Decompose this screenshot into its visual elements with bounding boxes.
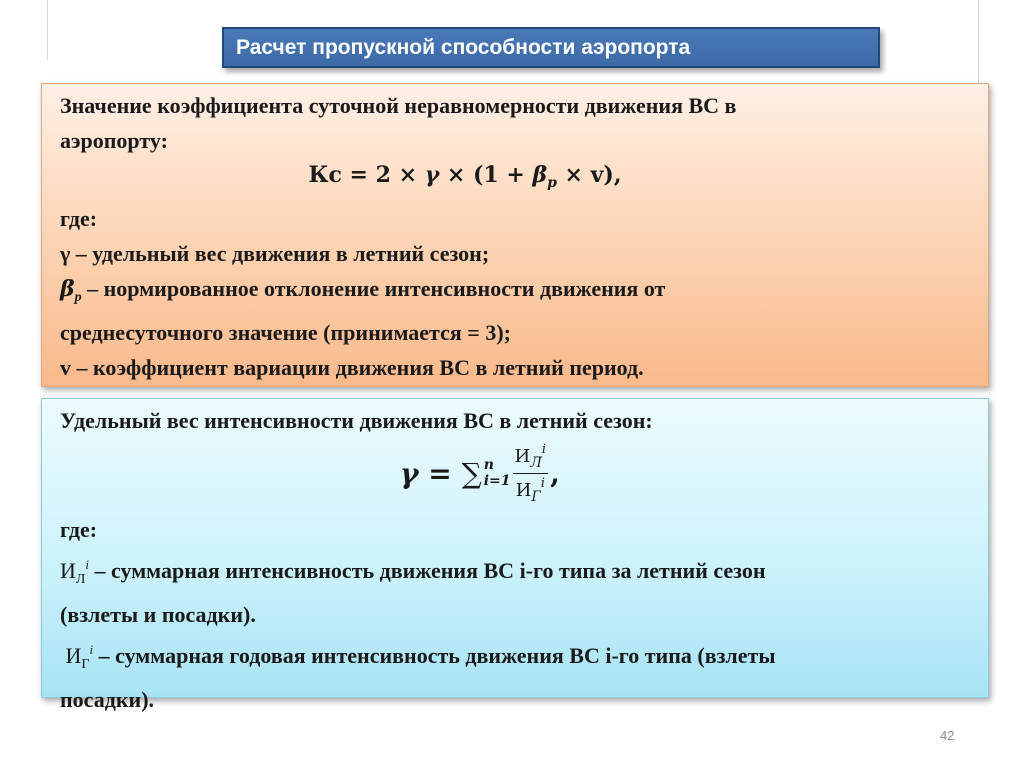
decorative-line-left	[47, 0, 48, 60]
beta-symbol: β	[60, 276, 75, 302]
def-il-line2: (взлеты и посадки).	[60, 602, 256, 627]
gamma-formula	[60, 438, 970, 512]
def-gamma: γ – удельный вес движения в летний сезон;	[60, 241, 490, 266]
den-sub: Г	[531, 488, 541, 505]
box1-intro-line2: аэропорту:	[60, 128, 168, 153]
sum-upper: n	[483, 457, 494, 473]
beta-subscript: p	[74, 290, 82, 305]
def-il: $И_Л^i$ – суммарная интенсивность движения ВС i-го типа за летний сезон	[60, 557, 766, 587]
sum-lower: i=1	[483, 473, 511, 489]
kc-formula: Кс = $2 \times \gamma \times (1 + \beta_p \times v)$,	[308, 162, 622, 191]
box2-where: где:	[60, 517, 98, 542]
def-ig-text: – суммарная годовая интенсивность движения ВС i-го типа (взлеты	[93, 643, 776, 668]
num-sub: Л	[530, 454, 542, 471]
slide-title: Расчет пропускной способности аэропорта	[236, 35, 691, 59]
box1-where: где:	[60, 206, 98, 231]
def-ig-line2: посадки).	[60, 687, 155, 712]
title-banner	[222, 27, 880, 68]
decorative-line-right	[978, 0, 979, 90]
formula-end: ,	[550, 456, 560, 490]
den-base: И	[515, 479, 532, 501]
def-beta	[60, 271, 970, 315]
def-beta-line2: среднесуточного значение (принимается = 3);	[60, 320, 511, 345]
fraction	[513, 440, 549, 507]
def-beta-text: – нормированное отклонение интенсивности движения от	[81, 276, 666, 301]
box2-intro: Удельный вес интенсивности движения ВС в летний сезон:	[60, 408, 653, 433]
def-v: v – коэффициент вариации движения ВС в летний период.	[60, 355, 644, 380]
sum-symbol: ∑	[461, 456, 482, 490]
num-base: И	[514, 445, 531, 467]
box1-intro-line1: Значение коэффициента суточной неравномерности движения ВС в	[60, 93, 737, 118]
den-sup: i	[540, 475, 545, 491]
def-ig: $И_Г^i$ – суммарная годовая интенсивность движения ВС i-го типа (взлеты	[65, 642, 776, 672]
coefficient-box	[41, 83, 989, 387]
num-sup: i	[541, 441, 547, 457]
formula-lhs: γ =	[400, 456, 452, 490]
gamma-box	[41, 398, 989, 712]
def-il-text: – суммарная интенсивность движения ВС i-го типа за летний сезон	[89, 558, 766, 583]
page-number: 42	[940, 728, 955, 743]
